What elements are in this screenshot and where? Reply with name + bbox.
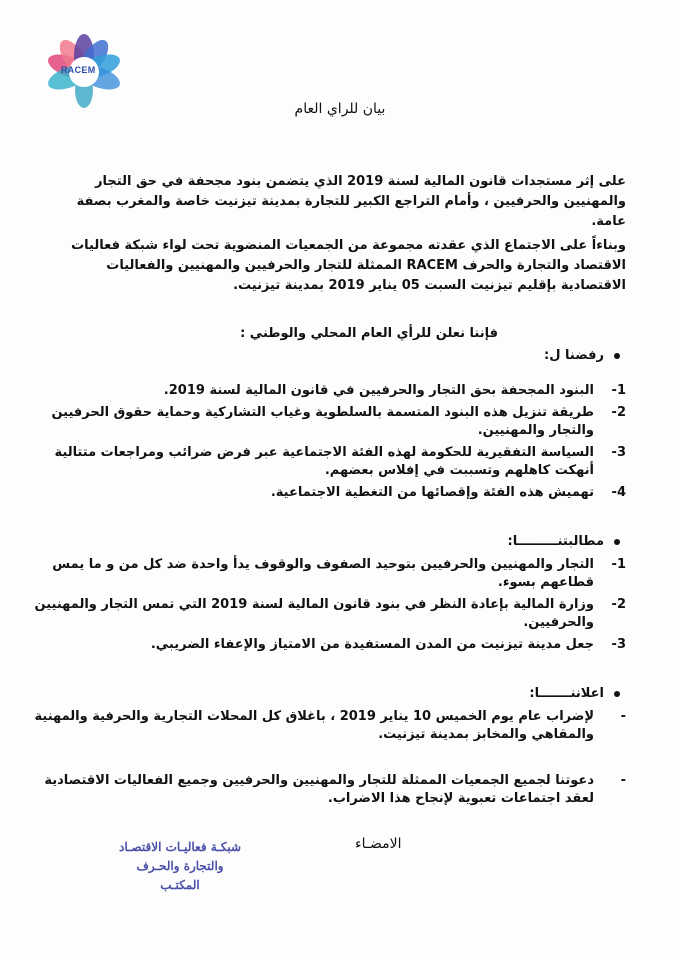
item-text: جعل مدينة تيزنيت من المدن المستفيدة من الامتياز والإعفاء الضريبي. xyxy=(150,637,594,652)
demands-heading xyxy=(508,534,620,549)
item-number: -2 xyxy=(611,405,626,420)
bullet-icon xyxy=(614,691,620,697)
bullet-icon xyxy=(614,353,620,359)
item-number: -1 xyxy=(611,383,626,398)
item-dash: - xyxy=(620,709,626,724)
refusal-heading xyxy=(544,348,620,363)
item-text: دعوتنا لجميع الجمعيات الممثلة للتجار والمهنيين والحرفيين وجميع الفعاليات الاقتصادية لعقد اجتماعات تعبوية لإنجاح هذا الاضراب. xyxy=(44,773,594,806)
item-number: -3 xyxy=(611,445,626,460)
list-item xyxy=(34,382,626,400)
intro-paragraph-2: وبناءاً على الاجتماع الذي عقدته مجموعة من الجمعيات المنضوية تحت لواء شبكة فعاليات الاقتصاد والتجارة والحرف RACEM الممثلة للتجار والحرفيين والمهنيين والفعاليات الاقتصادية بإقليم تيزنيت السبت 05 يناير 2019 بمدينة تيزنيت. xyxy=(71,238,626,293)
declarations-heading xyxy=(529,686,620,701)
declarations-list xyxy=(34,708,626,812)
list-item xyxy=(34,556,626,592)
list-item xyxy=(34,404,626,440)
list-item xyxy=(34,708,626,744)
list-item xyxy=(34,444,626,480)
item-text: وزارة المالية بإعادة النظر في بنود قانون المالية لسنة 2019 التي تمس التجار والمهنيين والحرفيين. xyxy=(34,597,594,630)
list-item xyxy=(34,772,626,808)
bullet-icon xyxy=(614,539,620,545)
list-item xyxy=(34,484,626,502)
stamp-line-2: والتجارة والحـرف xyxy=(136,859,224,873)
demands-list xyxy=(34,556,626,658)
declarations-heading-text: اعلاننـــــــا: xyxy=(529,686,604,701)
refusal-list xyxy=(34,382,626,506)
item-text: لإضراب عام يوم الخميس 10 يناير 2019 ، باغلاق كل المحلات التجارية والحرفية والمهنية والمقاهي والمخابز بمدينة تيزنيت. xyxy=(34,709,594,742)
announcement-line: فإننا نعلن للرأي العام المحلي والوطني : xyxy=(240,326,498,341)
list-item xyxy=(34,596,626,632)
demands-heading-text: مطالبتنـــــــــا: xyxy=(507,534,604,549)
logo-text: RACEM xyxy=(61,65,96,75)
stamp-line-3: المكتـب xyxy=(160,878,200,892)
document-title: بيان للراي العام xyxy=(294,101,386,117)
stamp-line-1: شبكـة فعاليـات الاقتصـاد xyxy=(119,840,241,854)
item-number: -3 xyxy=(611,637,626,652)
item-text: البنود المجحفة بحق التجار والحرفيين في قانون المالية لسنة 2019. xyxy=(163,383,594,398)
item-number: -1 xyxy=(611,557,626,572)
item-text: تهميش هذه الفئة وإقصائها من التغطية الاجتماعية. xyxy=(270,485,594,500)
refusal-heading-text: رفضنا ل: xyxy=(544,348,604,363)
list-item xyxy=(34,636,626,654)
item-text: التجار والمهنيين والحرفيين بتوحيد الصفوف والوقوف يدأ واحدة ضد كل من و ما يمس قطاعهم بسوء. xyxy=(52,557,594,590)
item-text: طريقة تنزيل هذه البنود المتسمة بالسلطوية وغياب التشاركية وحماية حقوق الحرفيين والتجار والمهنيين. xyxy=(51,405,594,438)
intro-paragraph-1: على إثر مستجدات قانون المالية لسنة 2019 الذي يتضمن بنود مجحفة في حق التجار والمهنيين والحرفيين ، وأمام التراجع الكبير للتجارة بمدينة تيزنيت خاصة والمغرب بصفة عامة. xyxy=(76,174,626,229)
signature-label: الامضـاء xyxy=(355,836,402,852)
office-stamp xyxy=(100,838,260,895)
item-text: السياسة التفقيرية للحكومة لهذه الفئة الاجتماعية عبر فرض ضرائب ومراجعات متتالية أنهكت كاهلهم وتسببت في إفلاس بعضهم. xyxy=(54,445,594,478)
item-dash: - xyxy=(620,773,626,788)
item-number: -4 xyxy=(611,485,626,500)
item-number: -2 xyxy=(611,597,626,612)
